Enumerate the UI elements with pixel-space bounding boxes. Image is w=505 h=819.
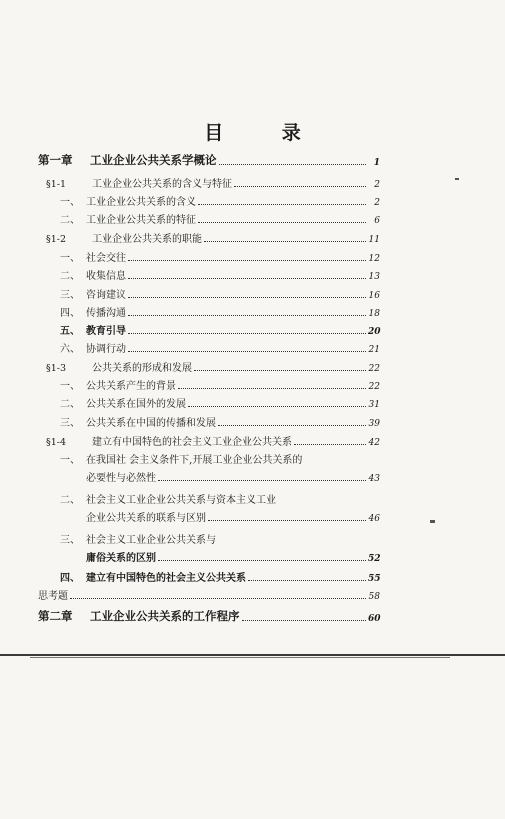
page-bottom-rule-secondary: [30, 657, 450, 658]
toc-entry-review-questions[interactable]: [38, 588, 380, 602]
toc-entry-text: 工业企业公共关系学概论: [90, 153, 217, 167]
toc-entry-page: 1: [373, 158, 380, 168]
dot-leader: [128, 350, 366, 352]
toc-title: 目 录: [204, 122, 327, 144]
toc-entry-section-1-2[interactable]: [38, 231, 380, 245]
toc-entry-page: 42: [368, 438, 380, 448]
toc-entry-number: 三、: [60, 290, 80, 301]
toc-entry-number: 二、: [60, 215, 80, 226]
toc-entry[interactable]: [38, 570, 380, 584]
toc-entry-number: 第一章: [38, 153, 73, 167]
dot-leader: [204, 240, 366, 242]
toc-entry-text: 公共关系在国外的发展: [86, 399, 186, 410]
toc-entry[interactable]: [38, 323, 380, 337]
toc-entry-page: 52: [368, 554, 381, 564]
toc-entry-page: 11: [368, 235, 380, 245]
toc-entry-number: 一、: [60, 455, 80, 466]
toc-entry-text: 协调行动: [86, 344, 126, 355]
toc-entry-text: 咨询建议: [86, 290, 126, 301]
dot-leader: [198, 203, 366, 205]
toc-entry[interactable]: [38, 305, 380, 319]
scan-speck: [455, 178, 459, 180]
toc-entry[interactable]: [38, 250, 380, 264]
toc-entry-section-1-1[interactable]: [38, 176, 380, 190]
toc-entry-number: §1-3: [46, 363, 67, 374]
dot-leader: [194, 369, 366, 371]
toc-entry-page: 22: [368, 364, 380, 374]
toc-entry[interactable]: [38, 415, 380, 429]
dot-leader: [128, 259, 366, 261]
toc-entry[interactable]: [38, 212, 380, 226]
dot-leader: [70, 597, 366, 599]
dot-leader: [158, 479, 366, 481]
toc-entry-page: 13: [368, 272, 380, 282]
toc-entry-number: 第二章: [38, 609, 73, 623]
toc-entry-page: 16: [368, 291, 380, 301]
toc-entry-text: 公共关系在中国的传播和发展: [86, 418, 216, 429]
dot-leader: [219, 163, 367, 165]
toc-entry-text: 教育引导: [86, 326, 126, 337]
toc-entry-page: 58: [368, 592, 380, 602]
toc-entry[interactable]: [38, 452, 380, 466]
dot-leader: [128, 296, 366, 298]
toc-entry[interactable]: [38, 268, 380, 282]
toc-entry[interactable]: [38, 287, 380, 301]
toc-entry-number: §1-1: [46, 179, 67, 190]
toc-entry-text: 工业企业公共关系的特征: [86, 215, 196, 226]
toc-entry-text: 社会主义工业企业公共关系与资本主义工业: [86, 495, 276, 506]
toc-entry-text: 工业企业公共关系的工作程序: [90, 609, 240, 623]
toc-entry-number: 三、: [60, 418, 80, 429]
toc-entry-page: 2: [374, 198, 380, 208]
toc-entry-number: 二、: [60, 495, 80, 506]
toc-entry-text: 工业企业公共关系的含义与特征: [92, 179, 232, 190]
toc-entry-text: 公共关系产生的背景: [86, 381, 176, 392]
toc-entry-page: 39: [368, 419, 380, 429]
toc-entry-number: 三、: [60, 535, 80, 546]
toc-entry-chapter-2[interactable]: [38, 610, 380, 624]
toc-entry-page: 22: [368, 382, 380, 392]
toc-entry-number: 四、: [60, 308, 80, 319]
dot-leader: [218, 424, 366, 426]
toc-entry-page: 6: [374, 216, 380, 226]
toc-entry[interactable]: [38, 194, 380, 208]
dot-leader: [208, 519, 366, 521]
toc-entry-number: 一、: [60, 197, 80, 208]
toc-entry[interactable]: [38, 378, 380, 392]
toc-entry-continuation[interactable]: [38, 510, 380, 524]
dot-leader: [128, 277, 366, 279]
toc-entry-number: 六、: [60, 344, 80, 355]
dot-leader: [242, 619, 367, 621]
page-bottom-rule: [0, 654, 505, 656]
dot-leader: [178, 387, 366, 389]
toc-entry-page: 46: [368, 514, 380, 524]
toc-entry[interactable]: [38, 532, 380, 546]
toc-entry-page: 12: [368, 254, 380, 264]
toc-entry-number: 四、: [60, 573, 80, 584]
toc-entry-page: 43: [368, 474, 380, 484]
toc-entry-text: 传播沟通: [86, 308, 126, 319]
toc-entry-page: 55: [368, 574, 381, 584]
toc-entry-text: 思考题: [38, 591, 68, 602]
toc-entry-page: 2: [374, 180, 380, 190]
toc-entry-text: 公共关系的形成和发展: [92, 363, 192, 374]
dot-leader: [198, 221, 366, 223]
toc-entry-chapter-1[interactable]: [38, 154, 380, 168]
toc-entry-text: 工业企业公共关系的含义: [86, 197, 196, 208]
toc-entry-section-1-3[interactable]: [38, 360, 380, 374]
toc-entry-text: 建立有中国特色的社会主义工业企业公共关系: [92, 437, 292, 448]
toc-entry[interactable]: [38, 341, 380, 355]
scan-speck: [430, 520, 435, 523]
toc-entry-text: 社会交往: [86, 253, 126, 264]
toc-entry-text: 庸俗关系的区别: [86, 553, 156, 564]
dot-leader: [248, 579, 366, 581]
toc-entry-continuation[interactable]: [38, 470, 380, 484]
dot-leader: [294, 443, 366, 445]
toc-entry-page: 20: [368, 327, 381, 337]
toc-entry-number: 一、: [60, 381, 80, 392]
toc-entry-text: 企业公共关系的联系与区别: [86, 513, 206, 524]
toc-entry-page: 21: [368, 345, 380, 355]
toc-entry-section-1-4[interactable]: [38, 434, 380, 448]
dot-leader: [188, 405, 366, 407]
toc-entry-text: 社会主义工业企业公共关系与: [86, 535, 216, 546]
toc-entry-text: 工业企业公共关系的职能: [92, 234, 202, 245]
toc-entry-number: §1-4: [46, 437, 67, 448]
toc-entry-page: 60: [368, 614, 381, 624]
toc-entry-text: 必要性与必然性: [86, 473, 156, 484]
toc-entry-text: 建立有中国特色的社会主义公共关系: [86, 573, 246, 584]
toc-entry[interactable]: [38, 396, 380, 410]
toc-entry-text: 在我国社 会主义条件下,开展工业企业公共关系的: [86, 455, 303, 466]
dot-leader: [158, 559, 366, 561]
toc-entry-continuation[interactable]: [38, 550, 380, 564]
toc-entry-number: 二、: [60, 271, 80, 282]
toc-entry-number: §1-2: [46, 234, 67, 245]
toc-entry-number: 一、: [60, 253, 80, 264]
dot-leader: [128, 332, 366, 334]
toc-entry-number: 二、: [60, 399, 80, 410]
toc-entry-text: 收集信息: [86, 271, 126, 282]
dot-leader: [234, 185, 366, 187]
toc-entry-number: 五、: [60, 326, 80, 337]
toc-entry-page: 18: [368, 309, 380, 319]
toc-entry[interactable]: [38, 492, 380, 506]
dot-leader: [128, 314, 366, 316]
toc-entry-page: 31: [368, 400, 380, 410]
